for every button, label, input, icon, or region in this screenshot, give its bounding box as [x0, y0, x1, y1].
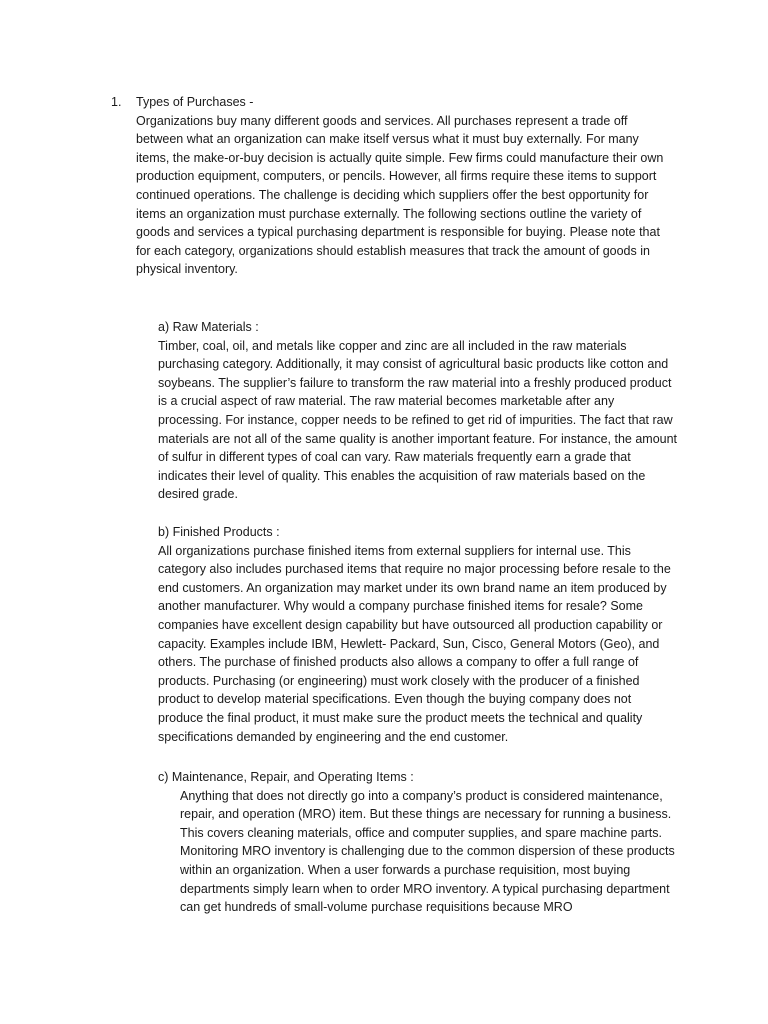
subsection-finished-products [158, 523, 678, 746]
mro-heading: c) Maintenance, Repair, and Operating Items : [158, 770, 414, 784]
raw-materials-heading: a) Raw Materials : [158, 320, 259, 334]
section-title: Types of Purchases - [136, 95, 254, 109]
finished-products-heading: b) Finished Products : [158, 525, 280, 539]
subsection-mro-items [158, 768, 678, 917]
section-types-of-purchases [111, 93, 671, 279]
section-content [136, 93, 671, 279]
section-intro-paragraph: Organizations buy many different goods and services. All purchases represent a trade off between what an organization can make itself versus what it must buy externally. For many items, the make-or-buy decision is actually quite simple. Few firms could manufacture their own production equipment, computers, or pencils. However, all firms require these items to support continued operations. The challenge is deciding which suppliers offer the best opportunity for items an organization must purchase externally. The following sections outline the variety of goods and services a typical purchasing department is responsible for buying. Please note that for each category, organizations should establish measures that track the amount of goods in physical inventory. [136, 113, 664, 277]
finished-products-paragraph: All organizations purchase finished items from external suppliers for internal use. This category also includes purchased items that require no major processing before resale to the end customers. An organization may market under its own brand name an item produced by another manufacturer. Why would a company purchase finished items for resale? Some companies have excellent design capability but have outsourced all production capability or capacity. Examples include IBM, Hewlett- Packard, Sun, Cisco, General Motors (Geo), and others. The purchase of finished products also allows a company to offer a full range of products. Purchasing (or engineering) must work closely with the producer of a finished product to develop material specifications. Even though the buying company does not produce the final product, it must make sure the product meets the technical and quality specifications demanded by engineering and the end customer. [158, 543, 671, 744]
mro-paragraph: Anything that does not directly go into a company’s product is considered maintenance, repair, and operation (MRO) item. But these things are necessary for running a business. This covers cleaning materials, office and computer supplies, and spare machine parts. Monitoring MRO inventory is challenging due to the common dispersion of these products within an organization. When a user forwards a purchase requisition, most buying departments simply learn when to order MRO inventory. A typical purchasing department can get hundreds of small-volume purchase requisitions because MRO [180, 788, 675, 915]
raw-materials-paragraph: Timber, coal, oil, and metals like copper and zinc are all included in the raw materials purchasing category. Additionally, it may consist of agricultural basic products like cotton and soybeans. The supplier’s failure to transform the raw material into a freshly produced product is a crucial aspect of raw material. The raw material becomes marketable after any processing. For instance, copper needs to be refined to get rid of impurities. The fact that raw materials are not all of the same quality is another important feature. For instance, the amount of sulfur in different types of coal can vary. Raw materials frequently earn a grade that indicates their level of quality. This enables the acquisition of raw materials based on the desired grade. [158, 338, 678, 502]
list-number: 1. [111, 95, 122, 109]
subsection-raw-materials [158, 318, 678, 504]
